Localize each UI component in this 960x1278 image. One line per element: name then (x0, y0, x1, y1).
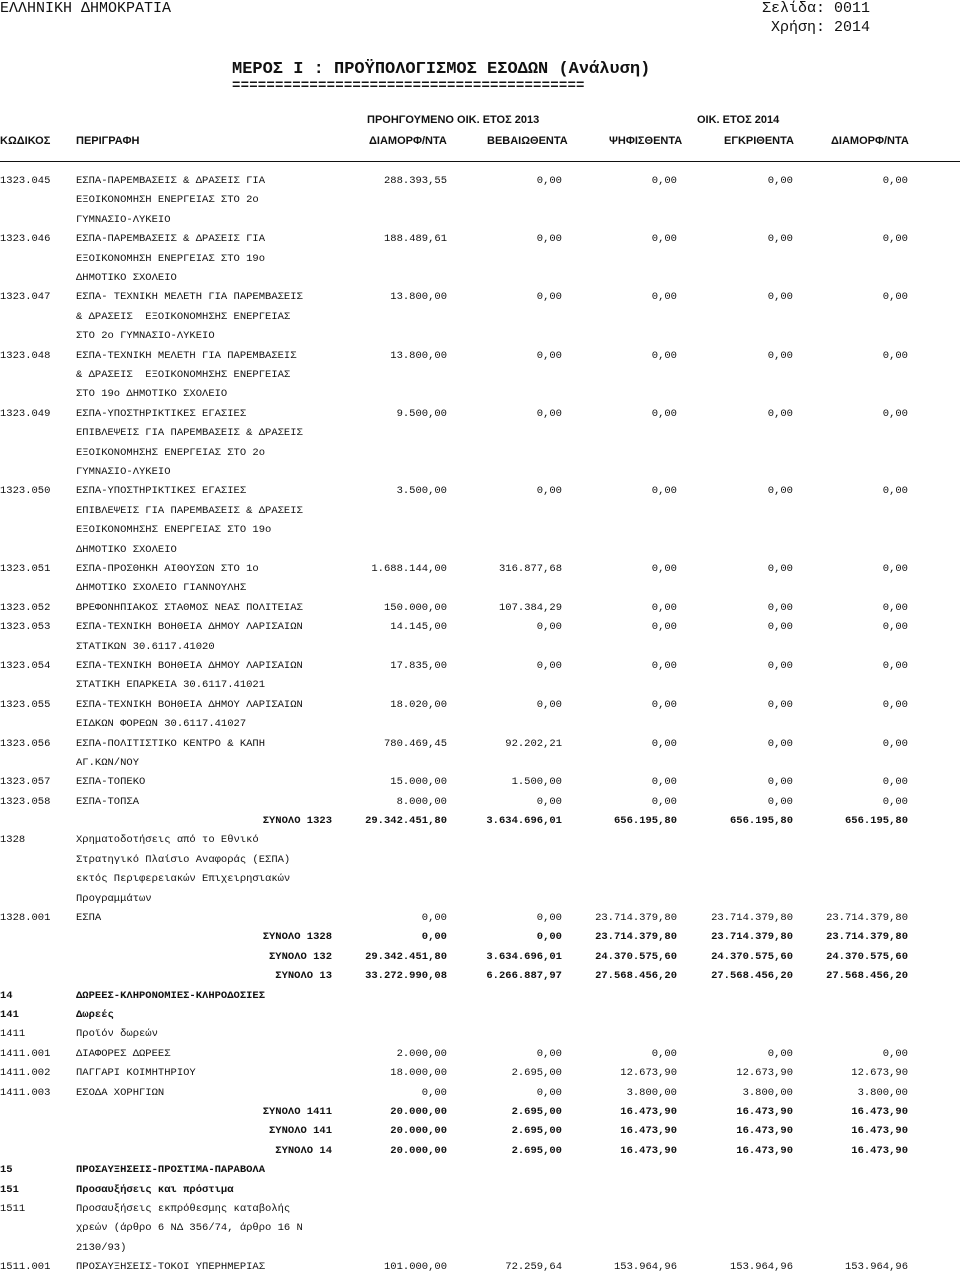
table-row (0, 347, 960, 405)
row-description: Προϊόν δωρεών (76, 1028, 158, 1041)
column-header-code: ΚΩΔΙΚΟΣ (0, 135, 51, 147)
row-code: 1511.001 (0, 1261, 51, 1274)
row-value: 13.800,00 (390, 349, 447, 362)
total-row (0, 928, 960, 947)
row-description: ΕΣΟΔΑ ΧΟΡΗΓΙΩΝ (76, 1086, 165, 1099)
row-description: ΕΞΟΙΚΟΝΟΜΗΣΗΣ ΕΝΕΡΓΕΙΑΣ ΣΤΟ 19ο (76, 524, 272, 537)
row-value: 0,00 (536, 407, 562, 420)
row-value: 1.500,00 (511, 776, 562, 789)
row-value: 23.714.379,80 (826, 931, 908, 944)
row-code: 1323.052 (0, 601, 51, 614)
table-row (0, 793, 960, 812)
row-value: 16.473,90 (736, 1105, 793, 1118)
row-value: 0,00 (536, 291, 562, 304)
title-underline: ========================================= (232, 78, 585, 94)
row-description: ΕΣΠΑ-ΤΕΧΝΙΚΗ ΒΟΗΘΕΙΑ ΔΗΜΟΥ ΛΑΡΙΣΑΙΩΝ (76, 698, 303, 711)
row-value: 0,00 (651, 233, 677, 246)
row-code: 1328 (0, 834, 26, 847)
revenue-table (0, 172, 960, 1278)
row-value: 0,00 (882, 1047, 908, 1060)
row-value: 12.673,90 (620, 1067, 677, 1080)
row-description: ΕΣΠΑ-ΠΑΡΕΜΒΑΣΕΙΣ & ΔΡΑΣΕΙΣ ΓΙΑ (76, 175, 266, 187)
row-value: 23.714.379,80 (595, 931, 677, 944)
row-description: ΕΣΠΑ-ΤΕΧΝΙΚΗ ΜΕΛΕΤΗ ΓΙΑ ΠΑΡΕΜΒΑΣΕΙΣ (76, 349, 297, 362)
row-value: 0,00 (767, 776, 793, 789)
row-value: 656.195,80 (729, 815, 793, 828)
row-value: 0,00 (651, 737, 677, 750)
row-value: 13.800,00 (390, 291, 447, 304)
row-description: ΕΣΠΑ-ΠΑΡΕΜΒΑΣΕΙΣ & ΔΡΑΣΕΙΣ ΓΙΑ (76, 233, 266, 246)
row-code: 141 (0, 1009, 19, 1022)
row-description: ΕΣΠΑ-ΤΕΧΝΙΚΗ ΒΟΗΘΕΙΑ ΔΗΜΟΥ ΛΑΡΙΣΑΙΩΝ (76, 621, 303, 634)
row-description: ΔΩΡΕΕΣ-ΚΛΗΡΟΝΟΜΙΕΣ-ΚΛΗΡΟΔΟΣΙΕΣ (76, 989, 266, 1002)
row-value: 0,00 (651, 659, 677, 672)
row-code: 1411.003 (0, 1086, 51, 1099)
row-description: ΔΗΜΟΤΙΚΟ ΣΧΟΛΕΙΟ (76, 543, 177, 556)
row-description: & ΔΡΑΣΕΙΣ ΕΞΟΙΚΟΝΟΜΗΣΗΣ ΕΝΕΡΓΕΙΑΣ (76, 368, 291, 381)
row-value: 3.500,00 (396, 485, 447, 498)
row-description: ΓΥΜΝΑΣΙΟ-ΛΥΚΕΙΟ (76, 213, 171, 226)
row-value: 0,00 (882, 698, 908, 711)
row-value: 0,00 (536, 659, 562, 672)
row-value: 16.473,90 (851, 1144, 908, 1157)
row-value: 153.964,96 (844, 1261, 908, 1274)
table-row (0, 172, 960, 230)
row-value: 27.568.456,20 (595, 970, 677, 983)
row-description: ΣΤΟ 19ο ΔΗΜΟΤΙΚΟ ΣΧΟΛΕΙΟ (76, 388, 228, 401)
total-row (0, 948, 960, 967)
row-value: 288.393,55 (383, 175, 447, 187)
row-value: 107.384,29 (498, 601, 562, 614)
column-header-prev-formed: ΔΙΑΜΟΡΦ/ΝΤΑ (369, 135, 447, 147)
row-value: 3.800,00 (626, 1086, 677, 1099)
table-row (0, 987, 960, 1006)
row-value: 0,00 (651, 621, 677, 634)
row-value: 0,00 (882, 795, 908, 808)
row-description: ΑΓ.ΚΩΝ/ΝΟΥ (76, 756, 140, 769)
row-value: 3.800,00 (742, 1086, 793, 1099)
row-code: 1323.053 (0, 621, 51, 634)
total-row (0, 812, 960, 831)
row-value: 23.714.379,80 (826, 912, 908, 925)
column-header-certified: ΒΕΒΑΙΩΘΕΝΤΑ (487, 135, 568, 147)
row-code: 14 (0, 989, 13, 1002)
row-description: Προσαυξήσεις και πρόστιμα (76, 1183, 234, 1196)
fiscal-year: Χρήση: 2014 (770, 19, 870, 36)
row-value: 24.370.575,60 (711, 950, 793, 963)
row-value: 0,00 (536, 233, 562, 246)
current-year-group-header: ΟΙΚ. ΕΤΟΣ 2014 (697, 114, 780, 126)
page-number: Σελίδα: 0011 (761, 0, 870, 17)
table-row (0, 773, 960, 792)
table-row (0, 909, 960, 928)
row-value: 29.342.451,80 (365, 815, 447, 828)
row-value: 188.489,61 (383, 233, 447, 246)
row-value: 16.473,90 (620, 1144, 677, 1157)
row-value: 0,00 (651, 698, 677, 711)
row-code: 1323.057 (0, 776, 51, 789)
row-value: 0,00 (767, 601, 793, 614)
total-label: ΣΥΝΟΛΟ 132 (268, 950, 332, 963)
row-value: 29.342.451,80 (365, 950, 447, 963)
total-label: ΣΥΝΟΛΟ 1323 (262, 815, 332, 828)
row-description: ΕΣΠΑ-ΥΠΟΣΤΗΡΙΚΤΙΚΕΣ ΕΓΑΣΙΕΣ (76, 407, 247, 420)
table-row (0, 1064, 960, 1083)
row-value: 12.673,90 (736, 1067, 793, 1080)
row-description: ΕΞΟΙΚΟΝΟΜΗΣΗΣ ΕΝΕΡΓΕΙΑΣ ΣΤΟ 2ο (76, 446, 266, 459)
row-description: ΣΤΑΤΙΚΗ ΕΠΑΡΚΕΙΑ 30.6117.41021 (76, 679, 266, 692)
row-value: 24.370.575,60 (595, 950, 677, 963)
row-value: 0,00 (651, 349, 677, 362)
row-code: 1411 (0, 1028, 26, 1041)
row-value: 0,00 (536, 698, 562, 711)
header-divider (0, 161, 960, 162)
row-value: 0,00 (882, 737, 908, 750)
total-label: ΣΥΝΟΛΟ 141 (268, 1125, 332, 1138)
row-value: 2.695,00 (511, 1067, 562, 1080)
table-row (0, 1181, 960, 1200)
row-value: 3.800,00 (857, 1086, 908, 1099)
row-value: 0,00 (536, 912, 562, 925)
table-row (0, 1045, 960, 1064)
row-value: 0,00 (767, 562, 793, 575)
row-value: 3.634.696,01 (486, 815, 562, 828)
column-header-voted: ΨΗΦΙΣΘΕΝΤΑ (609, 135, 683, 147)
row-value: 153.964,96 (729, 1261, 793, 1274)
table-row (0, 1006, 960, 1025)
row-value: 20.000,00 (390, 1144, 447, 1157)
row-description: ΕΣΠΑ- ΤΕΧΝΙΚΗ ΜΕΛΕΤΗ ΓΙΑ ΠΑΡΕΜΒΑΣΕΙΣ (76, 291, 303, 304)
table-row (0, 288, 960, 346)
row-description: ΕΣΠΑ-ΠΡΟΣΘΗΚΗ ΑΙΘΟΥΣΩΝ ΣΤΟ 1ο (76, 562, 259, 575)
row-value: 0,00 (536, 175, 562, 187)
row-code: 1323.055 (0, 698, 51, 711)
table-row (0, 1084, 960, 1103)
table-row (0, 599, 960, 618)
row-value: 0,00 (882, 291, 908, 304)
row-description: ΕΣΠΑ-ΤΟΠΕΚΟ (76, 776, 146, 789)
row-value: 656.195,80 (844, 815, 908, 828)
row-value: 0,00 (536, 931, 562, 944)
previous-year-group-header: ΠΡΟΗΓΟΥΜΕΝΟ ΟΙΚ. ΕΤΟΣ 2013 (367, 114, 540, 126)
country-header: ΕΛΛΗΝΙΚΗ ΔΗΜΟΚΡΑΤΙΑ (0, 0, 172, 17)
row-value: 0,00 (536, 1086, 562, 1099)
row-value: 92.202,21 (505, 737, 562, 750)
row-description: ΕΣΠΑ-ΤΟΠΣΑ (76, 795, 140, 808)
table-row (0, 831, 960, 909)
table-row (0, 735, 960, 774)
column-header-approved: ΕΓΚΡΙΘΕΝΤΑ (724, 135, 794, 147)
row-value: 0,00 (421, 931, 447, 944)
row-value: 0,00 (882, 233, 908, 246)
table-row (0, 230, 960, 288)
row-value: 3.634.696,01 (486, 950, 562, 963)
row-code: 1511 (0, 1202, 26, 1215)
row-description: ΠΡΟΣΑΥΞΗΣΕΙΣ-ΠΡΟΣΤΙΜΑ-ΠΑΡΑΒΟΛΑ (76, 1164, 266, 1177)
row-code: 1323.051 (0, 562, 51, 575)
row-value: 0,00 (536, 485, 562, 498)
row-value: 8.000,00 (396, 795, 447, 808)
row-value: 16.473,90 (620, 1125, 677, 1138)
row-value: 1.688.144,00 (371, 562, 447, 575)
row-value: 0,00 (651, 485, 677, 498)
row-value: 0,00 (651, 776, 677, 789)
row-code: 1328.001 (0, 912, 51, 925)
row-description: ΠΑΓΓΑΡΙ ΚΟΙΜΗΤΗΡΙΟΥ (76, 1067, 196, 1080)
table-row (0, 696, 960, 735)
row-value: 0,00 (421, 1086, 447, 1099)
row-value: 33.272.990,08 (365, 970, 447, 983)
row-value: 0,00 (882, 601, 908, 614)
row-code: 15 (0, 1164, 13, 1177)
row-description: & ΔΡΑΣΕΙΣ ΕΞΟΙΚΟΝΟΜΗΣΗΣ ΕΝΕΡΓΕΙΑΣ (76, 310, 291, 323)
row-value: 101.000,00 (383, 1261, 447, 1274)
row-value: 0,00 (767, 1047, 793, 1060)
row-value: 0,00 (651, 1047, 677, 1060)
row-value: 0,00 (651, 562, 677, 575)
row-value: 16.473,90 (620, 1105, 677, 1118)
row-value: 0,00 (767, 175, 793, 187)
row-code: 1323.058 (0, 795, 51, 808)
row-code: 1323.056 (0, 737, 51, 750)
table-row (0, 1258, 960, 1277)
row-value: 0,00 (536, 1047, 562, 1060)
row-code: 1323.050 (0, 485, 51, 498)
row-description: ΕΙΔΚΩΝ ΦΟΡΕΩΝ 30.6117.41027 (76, 718, 247, 731)
row-value: 0,00 (882, 621, 908, 634)
row-value: 16.473,90 (851, 1105, 908, 1118)
row-value: 0,00 (651, 795, 677, 808)
row-value: 0,00 (767, 349, 793, 362)
row-value: 2.695,00 (511, 1125, 562, 1138)
row-value: 0,00 (882, 776, 908, 789)
row-value: 0,00 (536, 621, 562, 634)
row-value: 15.000,00 (390, 776, 447, 789)
row-value: 18.000,00 (390, 1067, 447, 1080)
row-value: 780.469,45 (383, 737, 447, 750)
row-description: Στρατηγικό Πλαίσιο Αναφοράς (ΕΣΠΑ) (76, 853, 291, 866)
row-description: ΕΞΟΙΚΟΝΟΜΗΣΗ ΕΝΕΡΓΕΙΑΣ ΣΤΟ 2ο (76, 194, 259, 207)
row-description: 2130/93) (76, 1241, 127, 1254)
table-row (0, 1161, 960, 1180)
column-header-cur-formed: ΔΙΑΜΟΡΦ/ΝΤΑ (831, 135, 909, 147)
row-value: 656.195,80 (613, 815, 677, 828)
row-value: 20.000,00 (390, 1105, 447, 1118)
row-value: 0,00 (767, 485, 793, 498)
row-value: 16.473,90 (851, 1125, 908, 1138)
row-value: 0,00 (651, 175, 677, 187)
table-row (0, 560, 960, 599)
row-value: 0,00 (767, 795, 793, 808)
row-code: 1323.046 (0, 233, 51, 246)
row-description: ΕΠΙΒΛΕΨΕΙΣ ΓΙΑ ΠΑΡΕΜΒΑΣΕΙΣ & ΔΡΑΣΕΙΣ (76, 427, 303, 440)
row-value: 0,00 (536, 795, 562, 808)
row-value: 27.568.456,20 (711, 970, 793, 983)
table-row (0, 1200, 960, 1258)
row-description: εκτός Περιφερειακών Επιχειρησιακών (76, 873, 291, 886)
row-description: ΕΣΠΑ-ΤΕΧΝΙΚΗ ΒΟΗΘΕΙΑ ΔΗΜΟΥ ΛΑΡΙΣΑΙΩΝ (76, 659, 303, 672)
row-value: 0,00 (882, 485, 908, 498)
row-value: 0,00 (651, 407, 677, 420)
table-row (0, 657, 960, 696)
row-description: ΕΠΙΒΛΕΨΕΙΣ ΓΙΑ ΠΑΡΕΜΒΑΣΕΙΣ & ΔΡΑΣΕΙΣ (76, 504, 303, 517)
row-description: Δωρεές (76, 1009, 114, 1022)
row-value: 20.000,00 (390, 1125, 447, 1138)
row-value: 0,00 (767, 737, 793, 750)
row-description: Χρηματοδοτήσεις από το Εθνικό (76, 834, 259, 847)
row-value: 0,00 (767, 698, 793, 711)
row-value: 2.000,00 (396, 1047, 447, 1060)
row-value: 12.673,90 (851, 1067, 908, 1080)
row-value: 150.000,00 (383, 601, 447, 614)
row-value: 316.877,68 (498, 562, 562, 575)
row-description: ΔΗΜΟΤΙΚΟ ΣΧΟΛΕΙΟ (76, 271, 177, 284)
row-value: 72.259,64 (505, 1261, 562, 1274)
row-value: 0,00 (651, 601, 677, 614)
total-label: ΣΥΝΟΛΟ 14 (275, 1144, 332, 1157)
row-value: 27.568.456,20 (826, 970, 908, 983)
table-row (0, 1025, 960, 1044)
row-code: 1323.048 (0, 349, 51, 362)
row-value: 0,00 (767, 621, 793, 634)
column-header-description: ΠΕΡΙΓΡΑΦΗ (76, 135, 140, 147)
row-code: 1323.054 (0, 659, 51, 672)
row-value: 0,00 (767, 659, 793, 672)
row-value: 0,00 (767, 233, 793, 246)
table-row (0, 482, 960, 560)
total-row (0, 967, 960, 986)
row-value: 0,00 (651, 291, 677, 304)
row-value: 17.835,00 (390, 659, 447, 672)
row-description: ΣΤΑΤΙΚΩΝ 30.6117.41020 (76, 640, 215, 653)
row-value: 18.020,00 (390, 698, 447, 711)
row-description: ΓΥΜΝΑΣΙΟ-ΛΥΚΕΙΟ (76, 465, 171, 478)
row-value: 2.695,00 (511, 1144, 562, 1157)
total-label: ΣΥΝΟΛΟ 13 (275, 970, 332, 983)
row-value: 153.964,96 (613, 1261, 677, 1274)
row-description: Προγραμμάτων (76, 892, 152, 905)
row-code: 1411.002 (0, 1067, 51, 1080)
row-code: 1323.047 (0, 291, 51, 304)
row-value: 16.473,90 (736, 1125, 793, 1138)
row-value: 9.500,00 (396, 407, 447, 420)
total-label: ΣΥΝΟΛΟ 1328 (262, 931, 332, 944)
row-value: 0,00 (882, 659, 908, 672)
row-description: Προσαυξήσεις εκπρόθεσμης καταβολής (76, 1202, 291, 1215)
row-value: 24.370.575,60 (826, 950, 908, 963)
row-value: 0,00 (882, 175, 908, 187)
table-row (0, 405, 960, 483)
page-title: ΜΕΡΟΣ Ι : ΠΡΟΫΠΟΛΟΓΙΣΜΟΣ ΕΣΟΔΩΝ (Ανάλυση) (232, 60, 651, 79)
row-value: 16.473,90 (736, 1144, 793, 1157)
total-row (0, 1142, 960, 1161)
row-value: 6.266.887,97 (486, 970, 562, 983)
row-value: 0,00 (767, 291, 793, 304)
row-code: 1323.049 (0, 407, 51, 420)
row-description: ΔΗΜΟΤΙΚΟ ΣΧΟΛΕΙΟ ΓΙΑΝΝΟΥΛΗΣ (76, 582, 247, 595)
row-description: ΔΙΑΦΟΡΕΣ ΔΩΡΕΕΣ (76, 1047, 171, 1060)
row-description: ΣΤΟ 2ο ΓΥΜΝΑΣΙΟ-ΛΥΚΕΙΟ (76, 330, 215, 343)
row-description: ΕΣΠΑ-ΥΠΟΣΤΗΡΙΚΤΙΚΕΣ ΕΓΑΣΙΕΣ (76, 485, 247, 498)
total-row (0, 1103, 960, 1122)
row-value: 23.714.379,80 (595, 912, 677, 925)
row-value: 0,00 (536, 349, 562, 362)
total-label: ΣΥΝΟΛΟ 1411 (262, 1105, 332, 1118)
row-description: ΠΡΟΣΑΥΞΗΣΕΙΣ-ΤΟΚΟΙ ΥΠΕΡΗΜΕΡΙΑΣ (76, 1261, 266, 1274)
row-description: χρεών (άρθρο 6 ΝΔ 356/74, άρθρο 16 Ν (76, 1222, 303, 1235)
row-code: 1323.045 (0, 175, 51, 187)
row-value: 0,00 (767, 407, 793, 420)
row-value: 0,00 (882, 562, 908, 575)
total-row (0, 1122, 960, 1141)
row-value: 23.714.379,80 (711, 912, 793, 925)
row-value: 0,00 (882, 349, 908, 362)
row-value: 0,00 (882, 407, 908, 420)
row-code: 1411.001 (0, 1047, 51, 1060)
row-value: 14.145,00 (390, 621, 447, 634)
row-description: ΒΡΕΦΟΝΗΠΙΑΚΟΣ ΣΤΑΘΜΟΣ ΝΕΑΣ ΠΟΛΙΤΕΙΑΣ (76, 601, 303, 614)
row-value: 23.714.379,80 (711, 931, 793, 944)
table-row (0, 618, 960, 657)
row-description: ΕΞΟΙΚΟΝΟΜΗΣΗ ΕΝΕΡΓΕΙΑΣ ΣΤΟ 19ο (76, 252, 266, 265)
row-value: 0,00 (421, 912, 447, 925)
row-code: 151 (0, 1183, 19, 1196)
row-value: 2.695,00 (511, 1105, 562, 1118)
row-description: ΕΣΠΑ-ΠΟΛΙΤΙΣΤΙΚΟ ΚΕΝΤΡΟ & ΚΑΠΗ (76, 737, 266, 750)
row-description: ΕΣΠΑ (76, 912, 102, 925)
